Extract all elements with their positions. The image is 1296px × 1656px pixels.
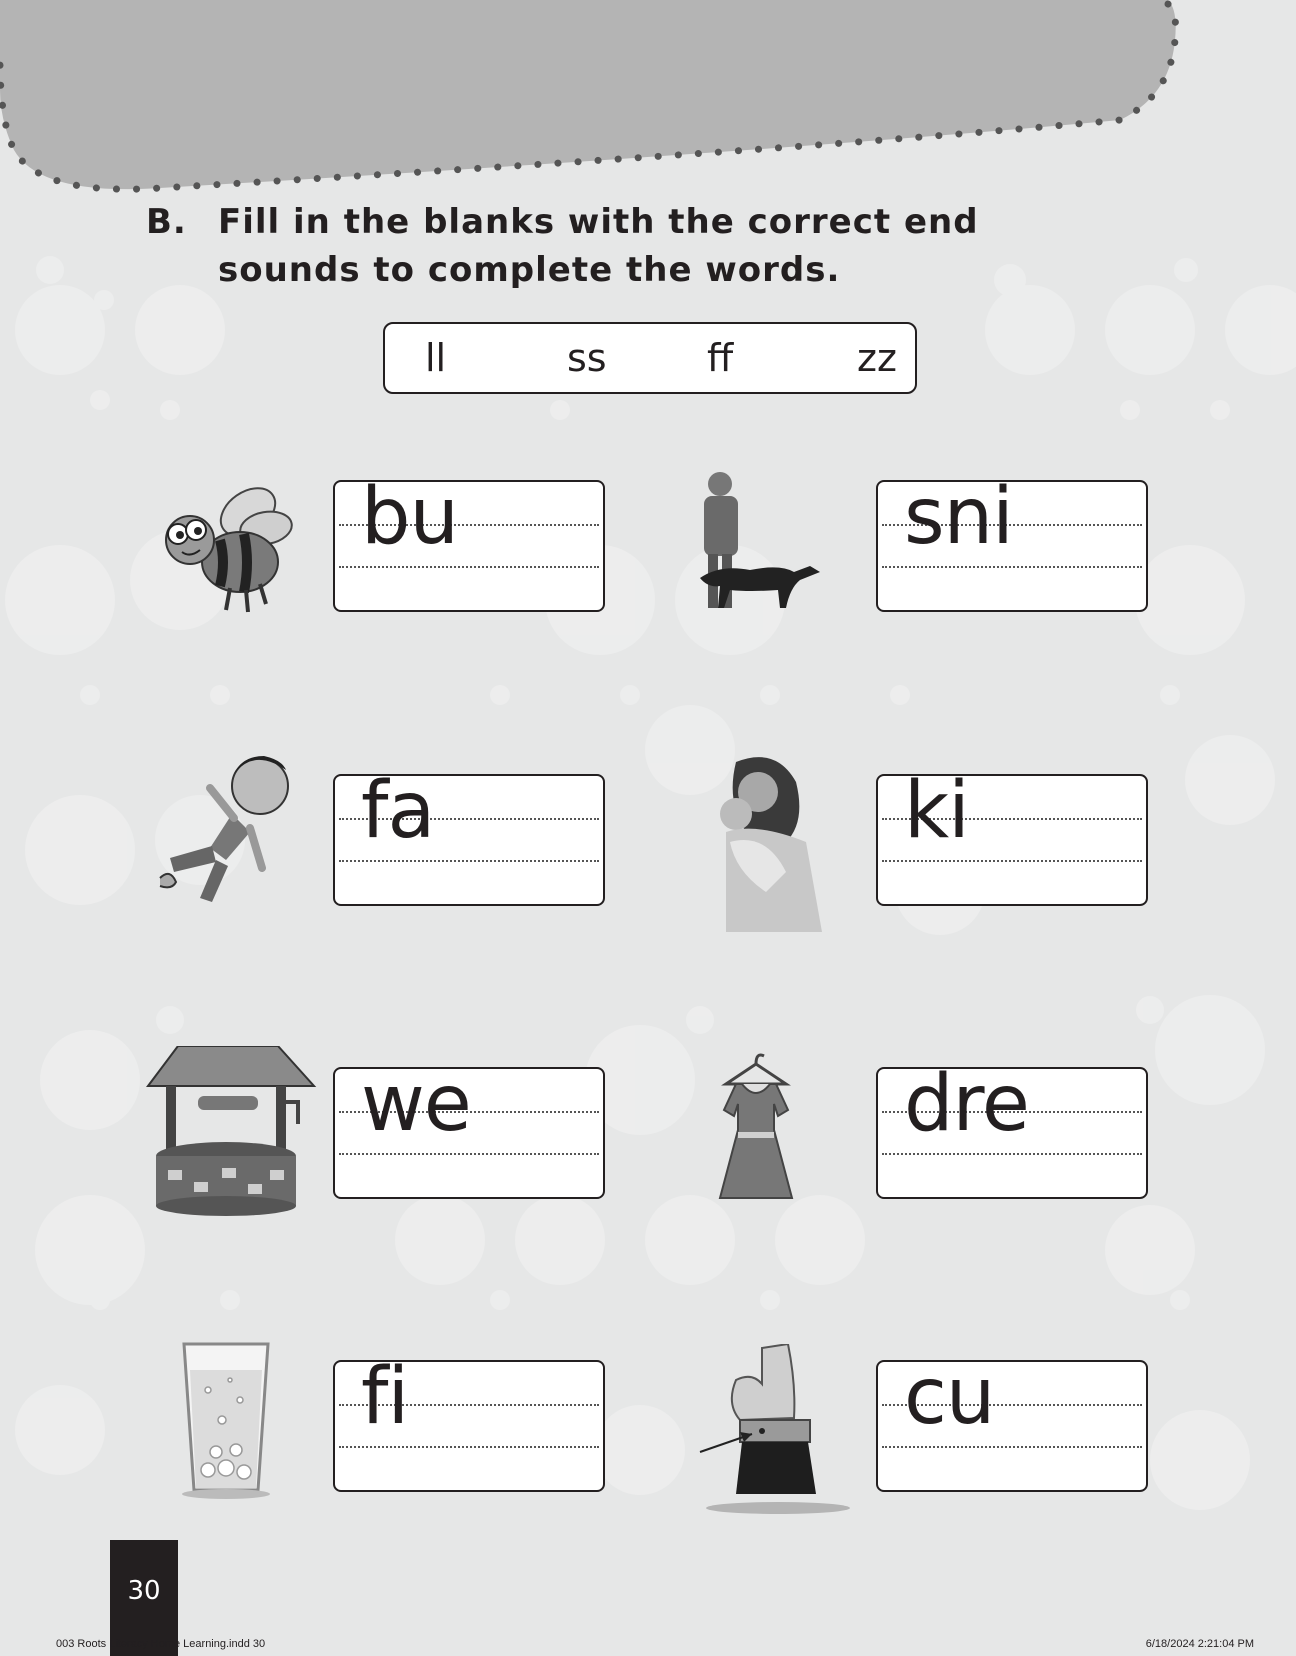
word-blank-box[interactable] [876, 774, 1148, 906]
word-bank [383, 322, 917, 394]
fizzy-glass-icon [178, 1340, 274, 1500]
word-stem: cu [904, 1360, 995, 1442]
bee-icon [150, 462, 310, 622]
word-bank-item: ss [567, 336, 607, 380]
word-blank-box[interactable] [876, 480, 1148, 612]
footer-file-info: 003 Roots Literacy Home Learning.indd 30 [56, 1638, 266, 1650]
word-bank-item: ll [425, 336, 447, 380]
man-dog-sniff-icon [690, 468, 840, 618]
word-blank-box[interactable] [333, 1067, 605, 1199]
word-bank-item: zz [857, 336, 897, 380]
page-number: 30 [110, 1540, 178, 1656]
word-stem: dre [904, 1067, 1029, 1149]
word-stem: ki [904, 774, 969, 856]
word-blank-box[interactable] [333, 480, 605, 612]
word-blank-box[interactable] [876, 1360, 1148, 1492]
word-bank-item: ff [707, 336, 734, 380]
shirt-cuff-icon [696, 1344, 860, 1516]
dress-hanger-icon [716, 1050, 796, 1204]
word-stem: we [361, 1067, 471, 1149]
header-banner [0, 0, 1296, 200]
exercise-letter: B. [146, 202, 187, 242]
mother-kiss-icon [706, 752, 836, 932]
instruction-text: Fill in the blanks with the correct end sounds to complete the words. [218, 202, 979, 290]
water-well-icon [138, 1046, 318, 1216]
boy-falling-icon [150, 748, 320, 918]
word-blank-box[interactable] [876, 1067, 1148, 1199]
word-blank-box[interactable] [333, 1360, 605, 1492]
footer-timestamp: 6/18/2024 2:21:04 PM [1145, 1638, 1254, 1650]
word-stem: fa [361, 774, 435, 856]
word-stem: bu [361, 480, 458, 562]
word-blank-box[interactable] [333, 774, 605, 906]
word-stem: fi [361, 1360, 409, 1442]
word-stem: sni [904, 480, 1013, 562]
